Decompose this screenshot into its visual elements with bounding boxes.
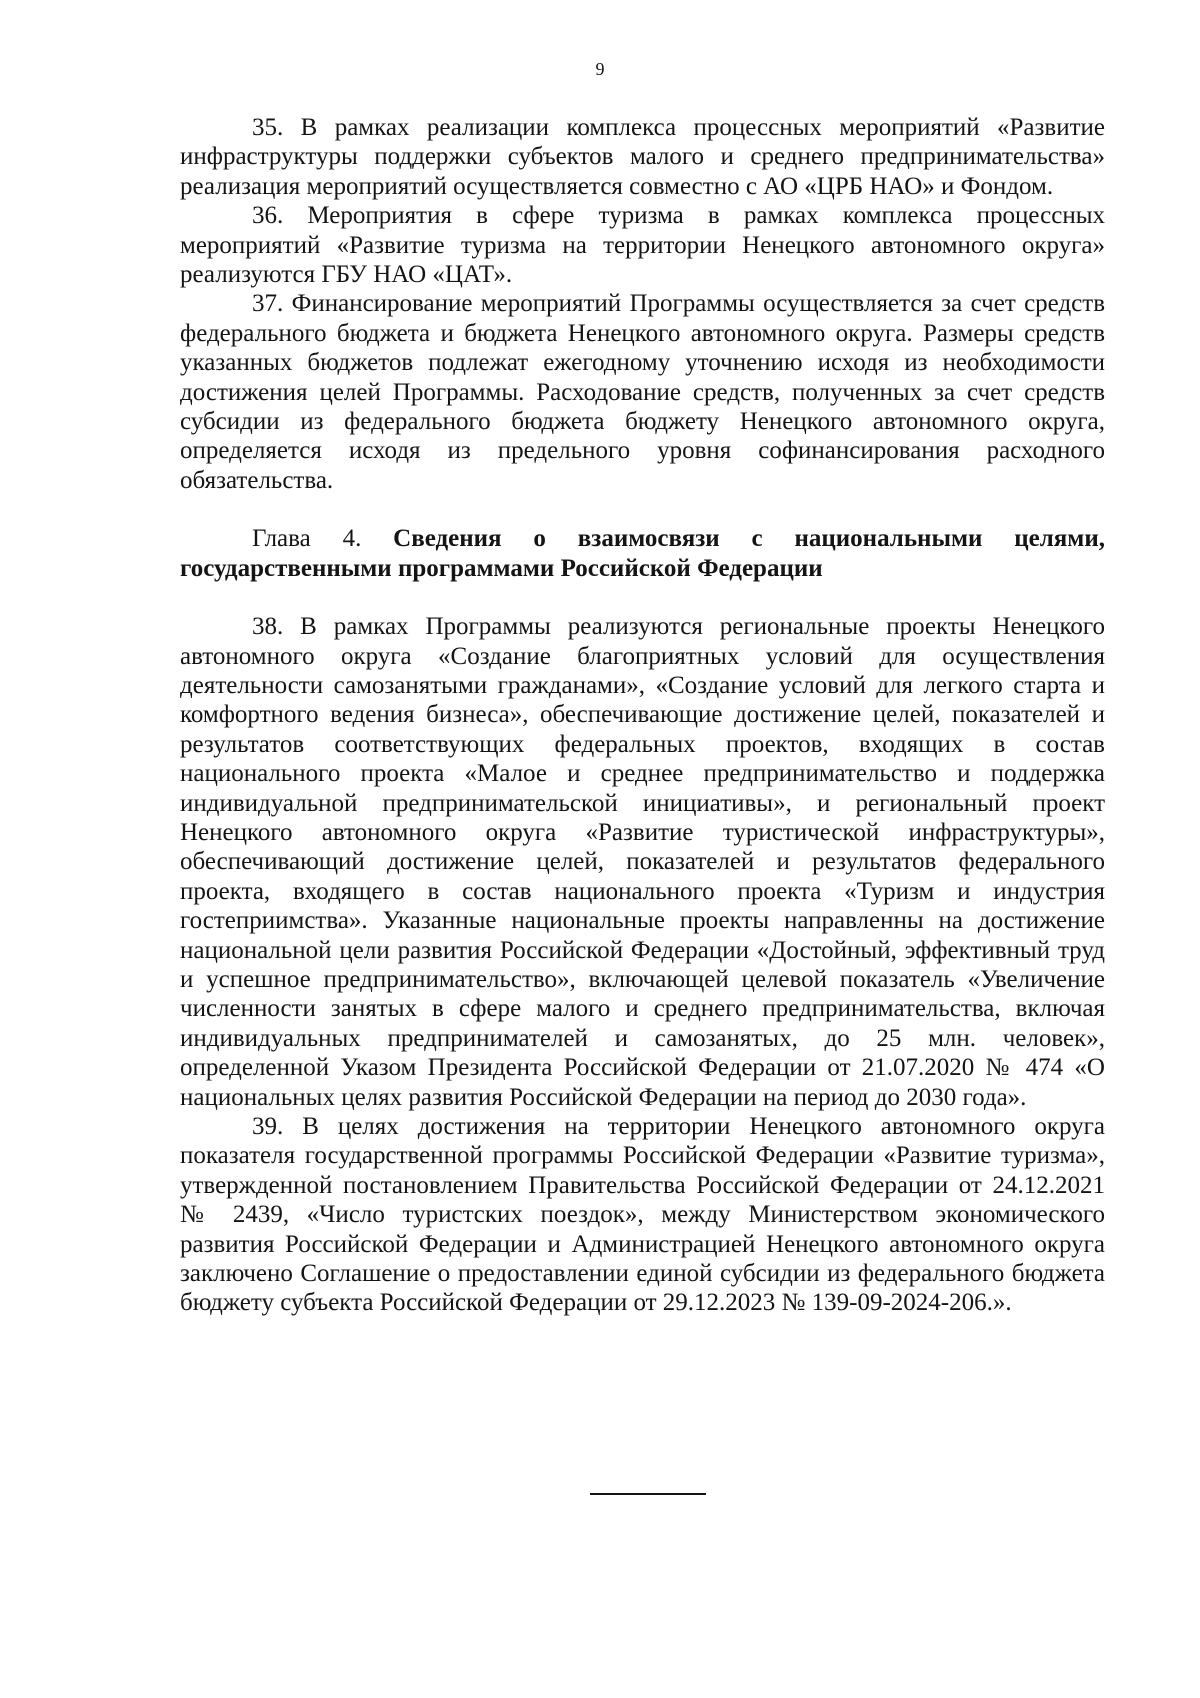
- paragraph-38: 38. В рамках Программы реализуются региональные проекты Ненецкого автономного округа «Создание благоприятных условий для осуществления деятельности самозанятыми гражданами», «Создание условий для легкого старта и комфортного ведения бизнеса», обеспечивающие достижение целей, показателей и результатов соответствующих федеральных проектов, входящих в состав национального проекта «Малое и среднее предпринимательство и поддержка индивидуальной предпринимательской инициативы», и региональный проект Ненецкого автономного округа «Развитие туристической инфраструктуры», обеспечивающий достижение целей, показателей и результатов федерального проекта, входящего в состав национального проекта «Туризм и индустрия гостеприимства». Указанные национальные проекты направленны на достижение национальной цели развития Российской Федерации «Достойный, эффективный труд и успешное предпринимательство», включающей целевой показатель «Увеличение численности занятых в сфере малого и среднего предпринимательства, включая индивидуальных предпринимателей и самозанятых, до 25 млн. человек», определенной Указом Президента Российской Федерации от 21.07.2020 № 474 «О национальных целях развития Российской Федерации на период до 2030 года».: [180, 613, 1105, 1111]
- chapter-heading: [180, 524, 1105, 583]
- chapter-title: Сведения о взаимосвязи с национальными целями, государственными программами Российской Федерации: [180, 525, 1105, 582]
- paragraph-39: 39. В целях достижения на территории Ненецкого автономного округа показателя государственной программы Российской Федерации «Развитие туризма», утвержденной постановлением Правительства Российской Федерации от 24.12.2021 № 2439, «Число туристских поездок», между Министерством экономического развития Российской Федерации и Администрацией Ненецкого автономного округа заключено Соглашение о предоставлении единой субсидии из федерального бюджета бюджету субъекта Российской Федерации от 29.12.2023 № 139-09-2024-206.».: [180, 1113, 1105, 1317]
- page-number: 9: [595, 59, 605, 79]
- paragraph-37: 37. Финансирование мероприятий Программы осуществляется за счет средств федерального бюджета и бюджета Ненецкого автономного округа. Размеры средств указанных бюджетов подлежат ежегодному уточнению исходя из необходимости достижения целей Программы. Расходование средств, полученных за счет средств субсидии из федерального бюджета бюджету Ненецкого автономного округа, определяется исходя из предельного уровня софинансирования расходного обязательства.: [180, 290, 1105, 494]
- end-of-text-divider: [590, 1493, 706, 1495]
- document-body: [180, 113, 1105, 1318]
- paragraph-35: 35. В рамках реализации комплекса процессных мероприятий «Развитие инфраструктуры поддержки субъектов малого и среднего предпринимательства» реализация мероприятий осуществляется совместно с АО «ЦРБ НАО» и Фондом.: [180, 114, 1105, 200]
- paragraph-36: 36. Мероприятия в сфере туризма в рамках комплекса процессных мероприятий «Развитие туризма на территории Ненецкого автономного округа» реализуются ГБУ НАО «ЦАТ».: [180, 202, 1105, 289]
- chapter-number: Глава 4.: [252, 525, 394, 553]
